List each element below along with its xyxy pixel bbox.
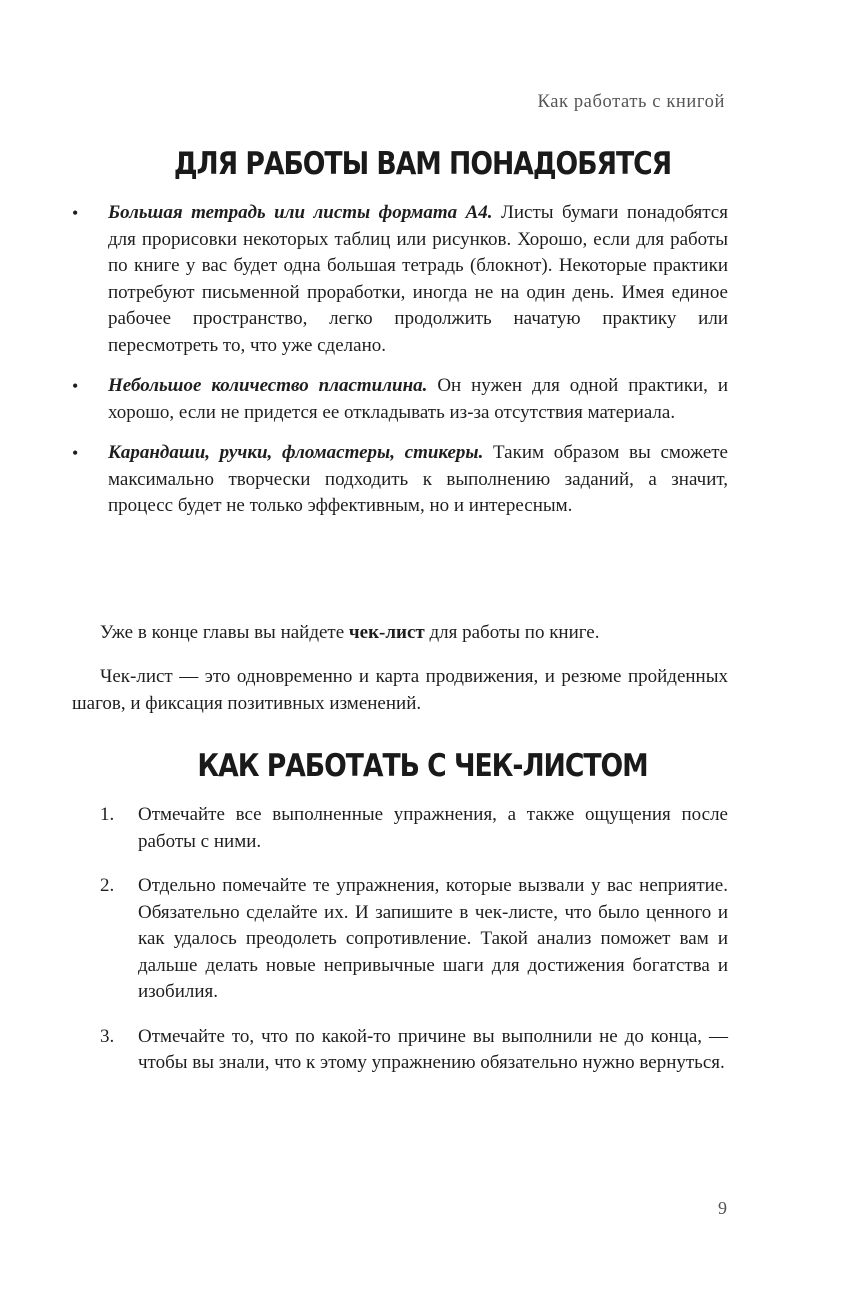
checklist-definition-paragraph: Чек-лист — это одновременно и карта продвижения, и резюме пройденных шагов, и фиксация позитивных изменений.: [72, 666, 728, 714]
item-number: 3.: [100, 1025, 115, 1047]
bullet-marker: •: [72, 203, 79, 223]
page-number: 9: [718, 1198, 727, 1218]
item-lead: Большая тетрадь или листы формата А4.: [108, 202, 493, 223]
running-head: Как работать с книгой: [537, 92, 725, 112]
checklist-term: чек-лист: [348, 622, 425, 643]
item-number: 1.: [100, 804, 115, 825]
section-title-supplies: ДЛЯ РАБОТЫ ВАМ ПОНАДОБЯТСЯ: [173, 146, 672, 182]
item-text: Отмечайте то, что по какой-то причине вы выполнили не до конца, — чтобы вы знали, что к этому упражнению обязательно нужно вернуться.: [138, 1025, 728, 1073]
item-number: 2.: [100, 875, 115, 896]
item-text: Листы бумаги понадобятся для прорисовки некоторых таблиц или рисунков. Хорошо, если для работы по книге у вас будет одна большая тетрадь (блокнот). Некоторые практики потребуют письменной проработки, иногда не на один день. Имея единое рабочее пространство, легко продолжить начатую практику или пересмотреть то, что уже сделано.: [108, 202, 728, 356]
supplies-list: [72, 200, 728, 534]
checklist-steps-list: [72, 802, 728, 1095]
item-lead: Карандаши, ручки, фломастеры, стикеры.: [108, 442, 484, 463]
item-text: Он нужен для одной практики, и хорошо, если не придется ее откладывать из-за отсутствия материала.: [108, 375, 729, 423]
list-item: [72, 802, 728, 855]
section-title-checklist: КАК РАБОТАТЬ С ЧЕК-ЛИСТОМ: [197, 748, 648, 784]
item-lead: Небольшое количество пластилина.: [108, 375, 428, 396]
item-text: Отмечайте все выполненные упражнения, а также ощущения после работы с ними.: [138, 804, 728, 852]
para-text: для работы по книге.: [424, 622, 600, 643]
list-item: [72, 440, 728, 520]
list-item: [72, 373, 728, 426]
list-item: [72, 200, 728, 359]
bullet-marker: •: [72, 376, 79, 396]
bullet-marker: •: [72, 443, 79, 463]
list-item: [72, 1024, 728, 1077]
item-text: Отдельно помечайте те упражнения, которые вызвали у вас неприятие. Обязательно сделайте их. И запишите в чек-листе, что было ценного и как удалось преодолеть сопротивление. Такой анализ поможет вам и дальше делать новые непривычные шаги для достижения богатства и изобилия.: [138, 875, 728, 1002]
checklist-intro-paragraph: [72, 620, 728, 647]
list-item: [72, 873, 728, 1006]
item-text: Таким образом вы сможете максимально творчески подходить к выполнению заданий, а значит, процесс будет не только эффективным, но и интересным.: [108, 442, 728, 516]
para-text: Уже в конце главы вы найдете: [100, 622, 349, 643]
